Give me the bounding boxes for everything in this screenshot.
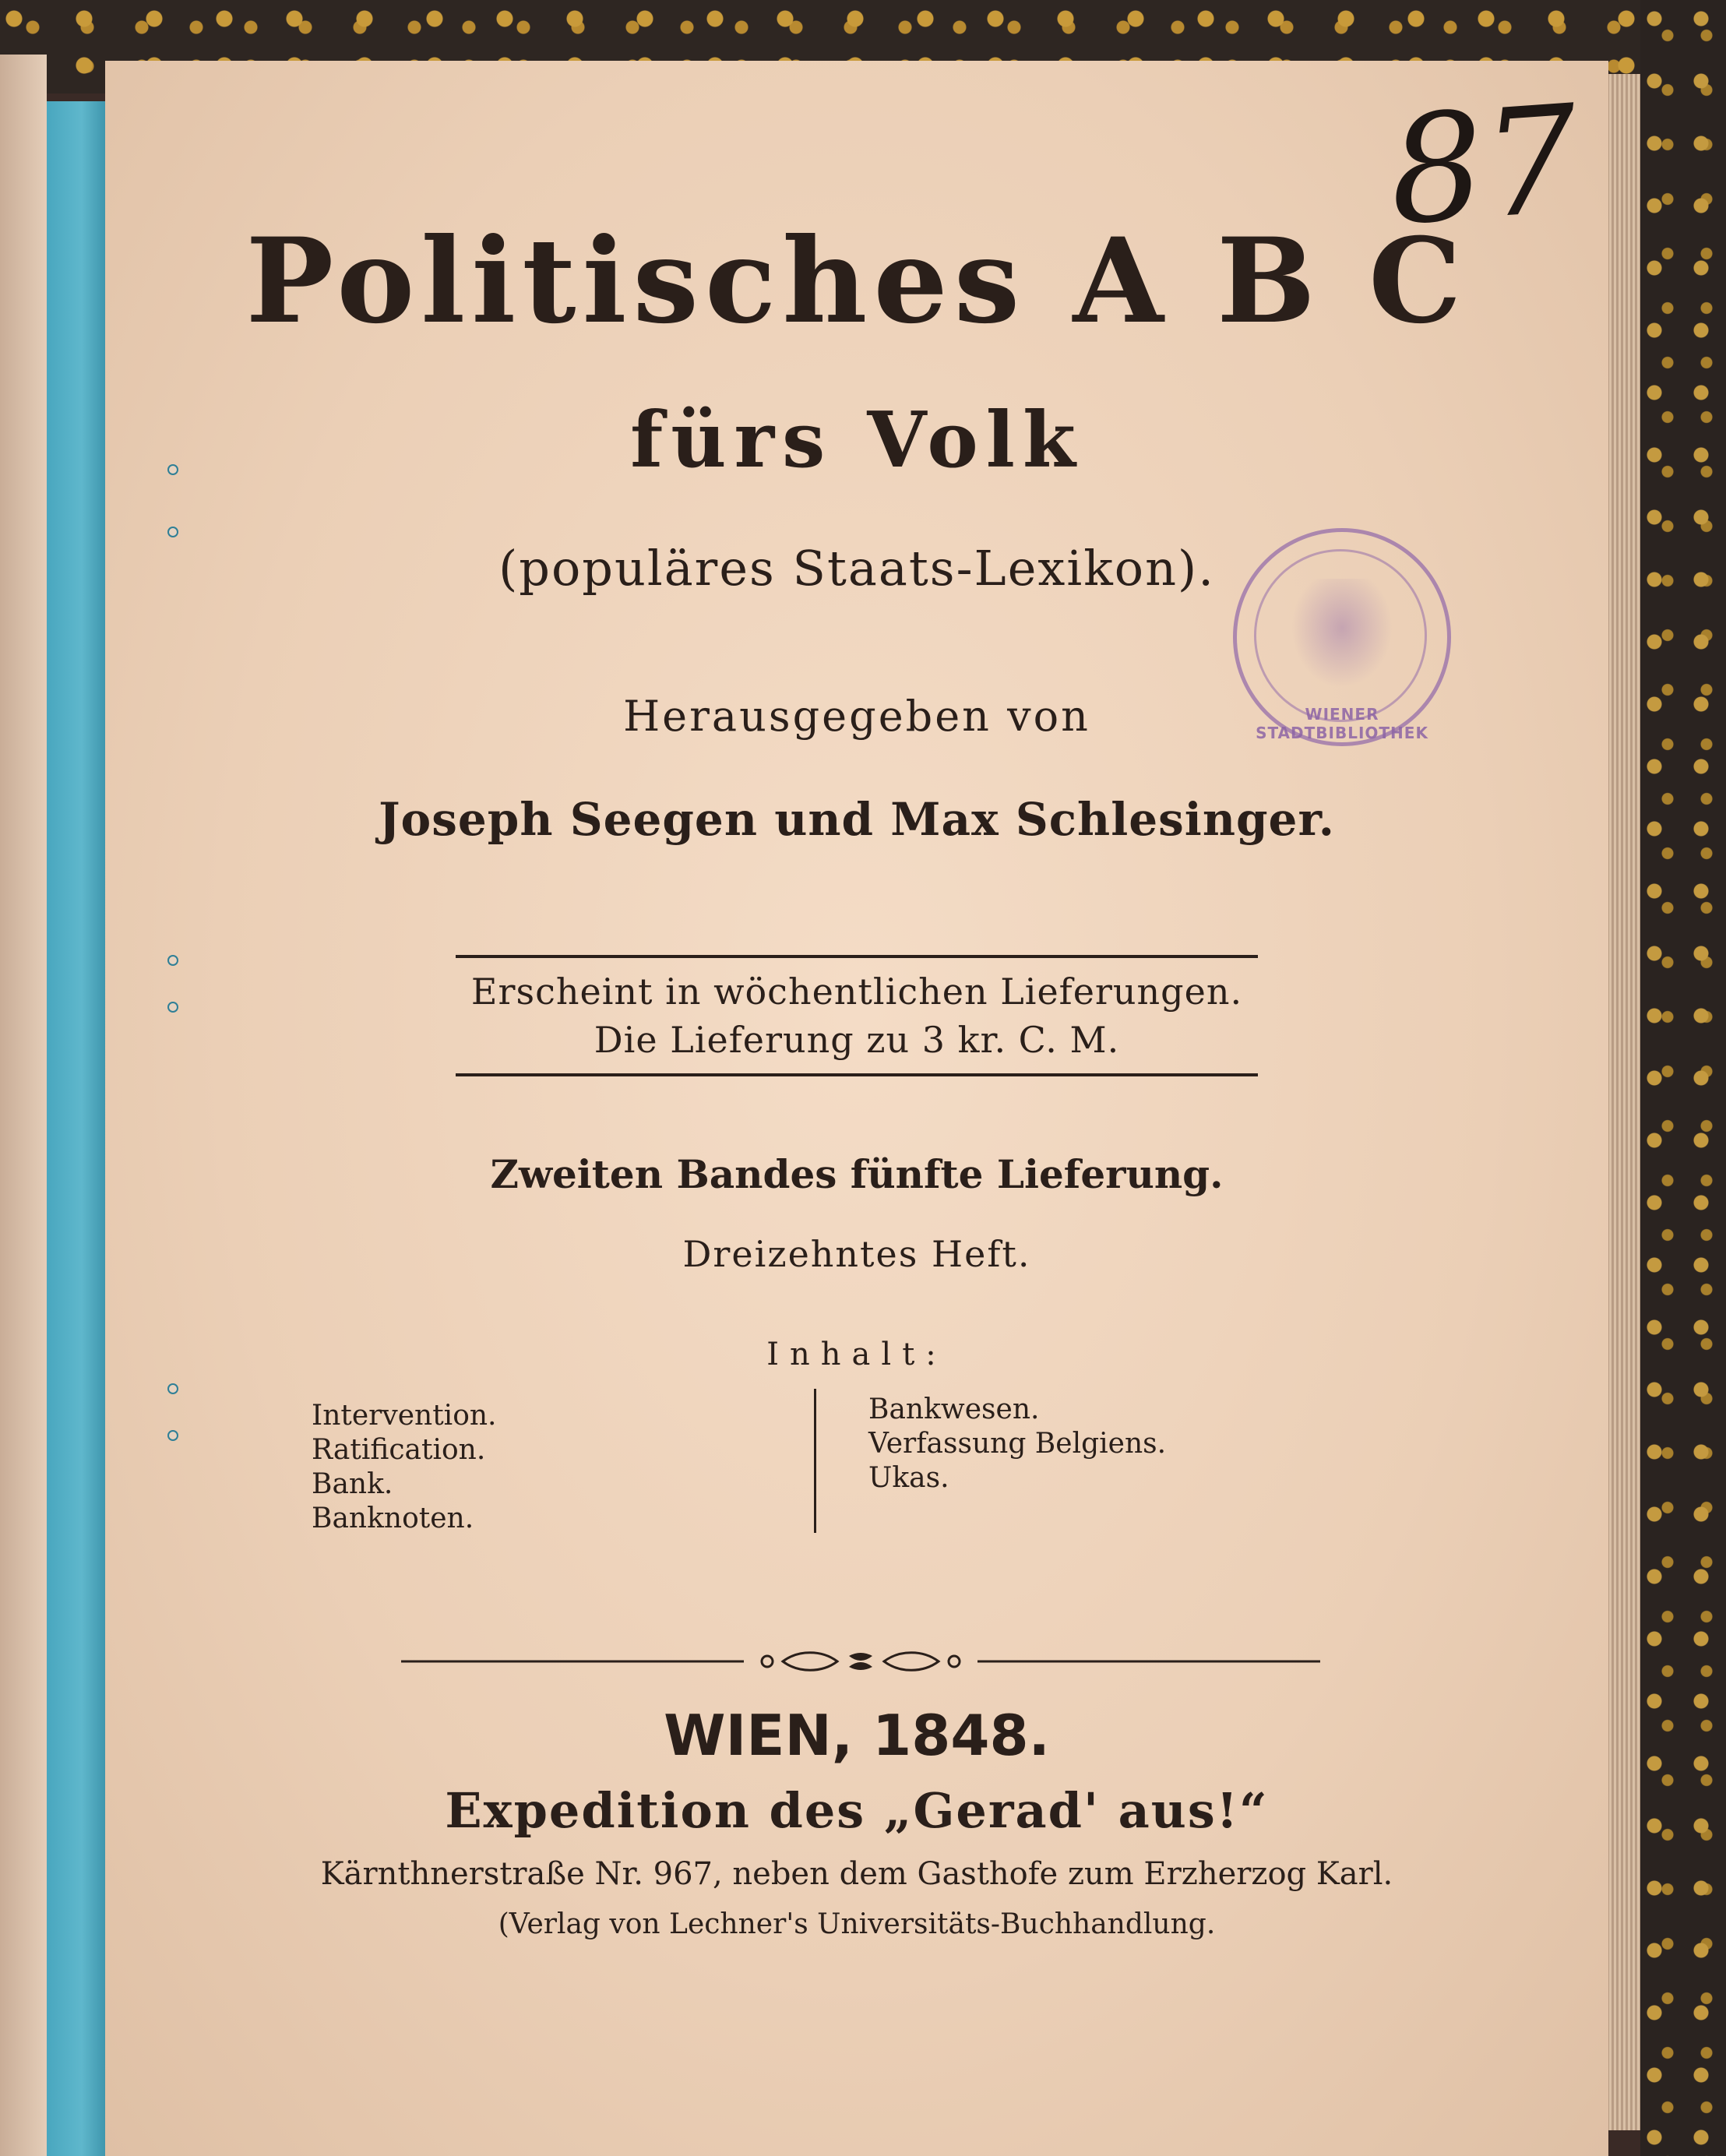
contents-heading: Inhalt: — [766, 1337, 947, 1372]
divider-rule — [456, 1073, 1258, 1076]
editors: Joseph Seegen und Max Schlesinger. — [379, 793, 1335, 846]
library-stamp — [1233, 528, 1451, 746]
divider-rule — [456, 955, 1258, 958]
issue-number: Dreizehntes Heft. — [682, 1233, 1031, 1275]
imprint-publisher: Expedition des „Gerad' aus!“ — [445, 1782, 1269, 1839]
subtitle-lexikon: (populäres Staats-Lexikon). — [498, 540, 1215, 597]
publication-price: Die Lieferung zu 3 kr. C. M. — [594, 1019, 1120, 1061]
sewing-hole — [169, 956, 177, 964]
subtitle: fürs Volk — [630, 396, 1083, 485]
imprint-place-year: WIEN, 1848. — [664, 1703, 1050, 1768]
contents-item: Ratification. — [312, 1434, 486, 1466]
contents-left-column — [312, 1399, 497, 1536]
contents-right-column — [868, 1393, 1166, 1495]
binding-board-right — [1640, 0, 1726, 2156]
blue-binding-strip — [47, 101, 105, 2156]
editor-intro: Herausgegeben von — [623, 692, 1090, 741]
contents-item: Ukas. — [868, 1462, 949, 1494]
title: Politisches A B C — [245, 213, 1468, 350]
sewing-hole — [169, 528, 177, 536]
contents-item: Banknoten. — [312, 1503, 474, 1534]
imprint-publisher-note: (Verlag von Lechner's Universitäts-Buchhandlung. — [498, 1908, 1216, 1940]
contents-item: Intervention. — [312, 1400, 497, 1432]
contents-item: Bank. — [312, 1468, 393, 1500]
sewing-hole — [169, 1432, 177, 1439]
contents-divider — [814, 1389, 816, 1533]
ornamental-rule — [401, 1650, 1320, 1673]
sewing-hole — [169, 1385, 177, 1393]
title-page — [105, 61, 1608, 2156]
issue-volume-part: Zweiten Bandes fünfte Lieferung. — [490, 1151, 1224, 1197]
handwritten-shelfmark: 87 — [1383, 72, 1584, 259]
imprint-address: Kärnthnerstraße Nr. 967, neben dem Gasthofe zum Erzherzog Karl. — [320, 1856, 1393, 1892]
stamp-text: WIENER STADTBIBLIOTHEK — [1256, 705, 1428, 742]
publication-frequency: Erscheint in wöchentlichen Lieferungen. — [470, 971, 1243, 1013]
eagle-emblem-icon — [1291, 579, 1393, 688]
contents-item: Bankwesen. — [868, 1393, 1040, 1425]
contents-item: Verfassung Belgiens. — [868, 1428, 1167, 1460]
binding-spine — [0, 55, 47, 2156]
